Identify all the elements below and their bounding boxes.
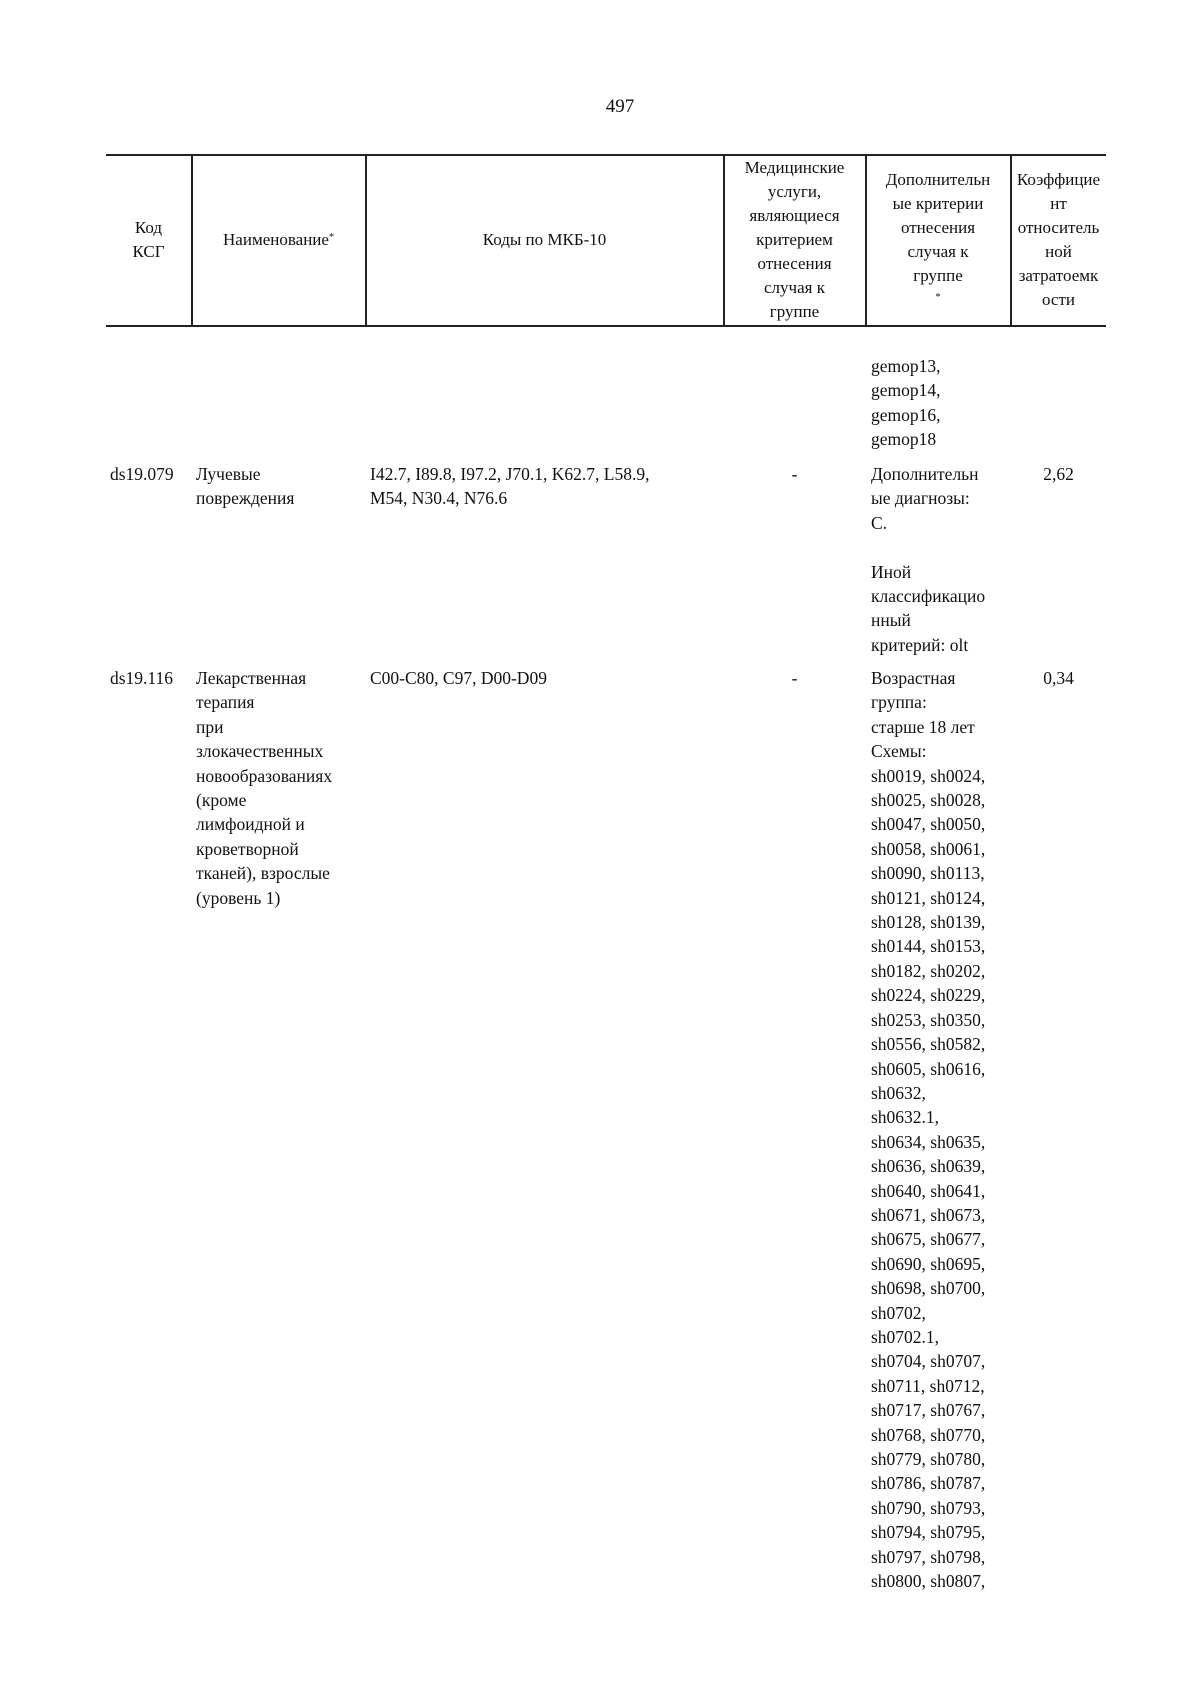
header-mkb-label: Коды по МКБ-10 xyxy=(482,230,607,249)
header-services xyxy=(724,157,865,323)
text-line: M54, N30.4, N76.6 xyxy=(370,488,508,509)
text-line: sh0632.1, xyxy=(871,1107,940,1128)
header-extra-line: Дополнительн xyxy=(885,170,991,189)
header-services-line: являющиеся xyxy=(749,206,840,225)
header-extra-line: случая к xyxy=(907,242,969,261)
header-name-label: Наименование xyxy=(223,230,329,249)
text-line: лимфоидной и xyxy=(196,814,305,835)
text-line: sh0698, sh0700, xyxy=(871,1278,986,1299)
header-extra-line: ые критерии xyxy=(892,194,984,213)
text-line: sh0786, sh0787, xyxy=(871,1473,986,1494)
text-line: sh0711, sh0712, xyxy=(871,1375,985,1396)
text-line: Дополнительн xyxy=(871,464,979,484)
text-line: sh0019, sh0024, xyxy=(871,765,986,786)
text-line: классификацио xyxy=(871,586,986,607)
text-line: sh0702.1, xyxy=(871,1326,940,1347)
text-line: критерий: olt xyxy=(871,634,969,655)
text-line: при xyxy=(196,716,224,737)
row-mkb-codes xyxy=(370,462,650,511)
text-line: Возрастная xyxy=(871,668,956,688)
text-line: sh0025, sh0028, xyxy=(871,790,986,811)
text-line: sh0640, sh0641, xyxy=(871,1180,986,1201)
header-extra-mark: * xyxy=(935,292,941,303)
text-line: sh0768, sh0770, xyxy=(871,1424,986,1445)
continuation-extra-criteria xyxy=(871,354,941,452)
row-name xyxy=(196,462,294,511)
text-line: sh0690, sh0695, xyxy=(871,1253,986,1274)
header-name xyxy=(192,157,365,323)
text-line: sh0800, sh0807, xyxy=(871,1571,986,1592)
text-line: sh0717, sh0767, xyxy=(871,1400,986,1421)
text-line: старше 18 лет xyxy=(871,716,975,737)
header-services-line: отнесения xyxy=(757,254,832,273)
text-line: ые диагнозы: xyxy=(871,488,970,509)
text-line: sh0090, sh0113, xyxy=(871,863,985,884)
text-line: gemop14, xyxy=(871,380,941,401)
header-extra-line xyxy=(886,264,990,312)
text-line: злокачественных xyxy=(196,741,324,762)
text-line: терапия xyxy=(196,692,255,713)
text-line: sh0634, sh0635, xyxy=(871,1131,986,1152)
text-line: sh0121, sh0124, xyxy=(871,887,986,908)
header-services-line: критерием xyxy=(756,230,833,249)
text-line: sh0556, sh0582, xyxy=(871,1034,986,1055)
text-line: тканей), взрослые xyxy=(196,863,330,884)
text-line: sh0632, xyxy=(871,1082,926,1103)
page-number: 497 xyxy=(605,96,635,117)
text-line: gemop18 xyxy=(871,429,937,450)
text-line: Схемы: xyxy=(871,741,927,762)
row-name xyxy=(196,666,332,910)
text-line: sh0779, sh0780, xyxy=(871,1449,986,1469)
header-mkb xyxy=(366,157,723,323)
text-line: нный xyxy=(871,610,911,631)
text-line: (кроме xyxy=(196,790,247,811)
text-line: новообразованиях xyxy=(196,765,333,786)
text-line: кроветворной xyxy=(196,838,299,859)
row-extra-criteria xyxy=(871,462,985,657)
text-line: sh0253, sh0350, xyxy=(871,1009,986,1030)
header-code-line: Код xyxy=(134,218,163,237)
header-coef-line: Коэффицие xyxy=(1016,170,1101,189)
header-code xyxy=(106,157,191,323)
header-services-line: Медицинские xyxy=(744,158,845,177)
text-line: gemop16, xyxy=(871,404,941,425)
text-line: sh0605, sh0616, xyxy=(871,1058,986,1079)
row-coefficient: 0,34 xyxy=(1043,668,1074,688)
row-code: ds19.116 xyxy=(110,668,174,688)
text-line: sh0797, sh0798, xyxy=(871,1546,986,1567)
header-extra-last: группе xyxy=(913,266,963,285)
text-line: sh0224, sh0229, xyxy=(871,985,986,1006)
text-line: sh0144, sh0153, xyxy=(871,936,986,957)
text-line: sh0702, xyxy=(871,1302,926,1323)
header-coef-line: ной xyxy=(1045,242,1072,261)
text-line: sh0794, sh0795, xyxy=(871,1522,986,1543)
text-line: sh0671, sh0673, xyxy=(871,1204,986,1225)
text-line: sh0128, sh0139, xyxy=(871,912,986,933)
text-line: sh0704, sh0707, xyxy=(871,1351,986,1372)
blank-line xyxy=(871,535,985,559)
text-line: sh0636, sh0639, xyxy=(871,1156,986,1177)
text-line: sh0675, sh0677, xyxy=(871,1229,986,1250)
text-line: sh0182, sh0202, xyxy=(871,960,986,981)
header-coef-line: ости xyxy=(1041,290,1075,309)
text-line: Иной xyxy=(871,561,912,582)
text-line: sh0790, sh0793, xyxy=(871,1497,986,1518)
text-line: группа: xyxy=(871,692,927,713)
header-services-line: группе xyxy=(769,302,820,321)
header-services-line: случая к xyxy=(764,278,825,297)
text-line: C00-C80, C97, D00-D09 xyxy=(370,668,547,688)
text-line: C. xyxy=(871,512,888,533)
header-extra xyxy=(866,157,1010,323)
row-mkb-codes xyxy=(370,666,547,690)
header-code-line: КСГ xyxy=(132,242,165,261)
table-top-rule xyxy=(106,154,1106,156)
row-extra-criteria xyxy=(871,666,985,1593)
row-coefficient: 2,62 xyxy=(1043,464,1074,484)
text-line: sh0058, sh0061, xyxy=(871,838,986,859)
row-services: - xyxy=(791,464,798,484)
text-line: I42.7, I89.8, I97.2, J70.1, K62.7, L58.9, xyxy=(370,464,650,484)
text-line: повреждения xyxy=(196,488,295,509)
text-line: sh0047, sh0050, xyxy=(871,814,986,835)
header-coef-line: нт xyxy=(1050,194,1067,213)
row-code: ds19.079 xyxy=(110,464,174,484)
text-line: gemop13, xyxy=(871,356,941,376)
header-extra-line: отнесения xyxy=(900,218,976,237)
header-services-line: услуги, xyxy=(767,182,822,201)
text-line: Лучевые xyxy=(196,464,261,484)
header-coef-line: затратоемк xyxy=(1018,266,1099,285)
text-line: (уровень 1) xyxy=(196,887,281,908)
header-coef xyxy=(1011,157,1106,323)
text-line: Лекарственная xyxy=(196,668,307,688)
header-coef-line: относитель xyxy=(1017,218,1100,237)
table-header-bottom-rule xyxy=(106,325,1106,327)
row-services: - xyxy=(791,668,798,688)
header-name-mark: * xyxy=(328,232,334,243)
